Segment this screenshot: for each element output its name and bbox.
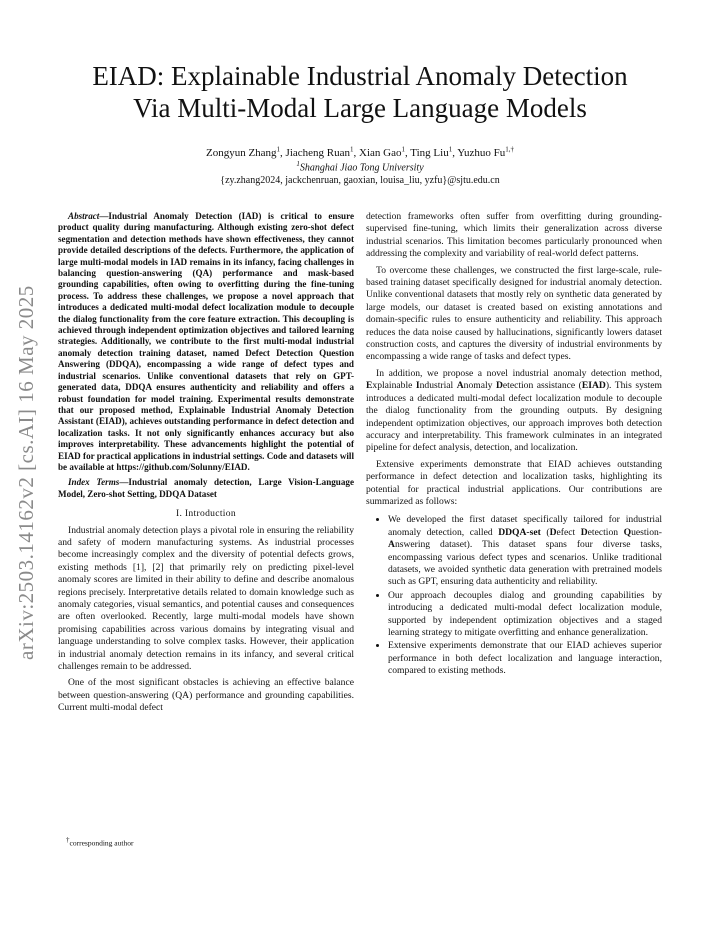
left-column (58, 211, 354, 719)
author: Zongyun Zhang$^1$, (205, 145, 286, 159)
author: Xian Gao$^1$, (359, 145, 411, 159)
paragraph: One of the most significant obstacles is achieving an effective balance between question-answering (QA) performance and grounding capabilities. Current multi-modal defect (58, 677, 354, 714)
author: Ting Liu$^1$, (410, 145, 458, 159)
paper-title (40, 60, 680, 124)
list-item: • Extensive experiments demonstrate that our EIAD achieves superior performance in both defect localization and language interaction, compared to existing methods. (388, 640, 662, 677)
footnote: †corresponding author (66, 836, 134, 848)
author-emails: {zy.zhang2024, jackchenruan, gaoxian, louisa_liu, yzfu}@sjtu.edu.cn (220, 175, 500, 186)
paragraph: Industrial anomaly detection plays a pivotal role in ensuring the reliability and safety of modern manufacturing systems. As industrial processes become increasingly complex and the diversity of potential defects grows, existing methods [1], [2] that primarily rely on predicting pixel-level anomaly scores are limited in their ability to define and describe anomalous regions precisely. Interpretative details related to domain knowledge such as anomaly categories, visual semantics, and potential causes and consequences are often overlooked. Recently, large multi-modal models have shown promising capabilities across various domains by integrating visual and language understanding to solve complex tasks. However, their application in industrial anomaly detection remains in its infancy, and several critical challenges remain to be addressed. (58, 524, 354, 673)
title-line-1: EIAD: Explainable Industrial Anomaly Detection (92, 61, 628, 91)
list-item: • Our approach decouples dialog and grounding capabilities by introducing a dedicated multi-modal defect localization module, supported by independent optimization objectives and a staged learning strategy to mitigate overfitting and enhance generalization. (388, 590, 662, 640)
list-item: • We developed the first dataset specifically tailored for industrial anomaly detection, called DDQA-set (Defect Detection Question-Answering dataset). This dataset spans four diverse tasks, encompassing various defect types and scenarios. Unlike traditional datasets, we avoided synthetic data generation with pretrained models such as GPT, ensuring data authenticity and reliability. (388, 514, 662, 588)
paragraph: detection frameworks often suffer from overfitting during grounding-supervised fine-tuning, which limits their generalization across diverse industrial scenarios. This limitation becomes particularly pronounced when addressing the complexity and variability of real-world defect patterns. (366, 211, 662, 260)
author: Jiacheng Ruan$^1$, (285, 145, 359, 159)
index-terms: Index Terms—Industrial anomaly detection, Large Vision-Language Model, Zero-shot Setting, DDQA Dataset (58, 477, 354, 499)
title-line-2: Via Multi-Modal Large Language Models (133, 93, 587, 123)
paragraph-eiad: In addition, we propose a novel industrial anomaly detection method, Explainable Industrial Anomaly Detection assistance (EIAD). This system introduces a dedicated multi-modal defect localization module to decouple the dialog functionality from the grounding outputs. By designing independent optimization objectives, our approach improves both detection accuracy and interpretability. This framework culminates in an integrated pipeline for defect analysis, detection, and localization. (366, 367, 662, 454)
section-heading-introduction: I. Introduction (176, 508, 236, 520)
paragraph: Extensive experiments demonstrate that EIAD achieves outstanding performance in defect detection and localization tasks, highlighting its potential for practical industrial applications. Our contributions are summarized as follows: (366, 458, 662, 507)
author-list (40, 145, 680, 159)
arxiv-identifier: arXiv:2503.14162v2 [cs.AI] 16 May 2025 (14, 285, 38, 660)
author: Yuzhuo $Fu^{1,\dagger}$ (457, 145, 515, 159)
paragraph: To overcome these challenges, we constructed the first large-scale, rule-based training dataset specifically designed for industrial anomaly detection. Unlike conventional datasets that mostly rely on synthetic data generated by large models, our dataset is created based on existing annotations and domain-specific rules to ensure authenticity and reliability. This approach reduces the data noise caused by hallucinations, significantly lowers dataset construction costs, and captures the diversity of industrial environments by encompassing a wide range of tasks and defect types. (366, 264, 662, 363)
contribution-list (366, 514, 662, 677)
right-column (366, 211, 662, 679)
affiliation: $^1$Shanghai Jiao Tong University (296, 160, 424, 174)
abstract: Abstract—Industrial Anomaly Detection (IAD) is critical to ensure product quality during manufacturing. Although existing zero-shot defect segmentation and detection methods have shown effectiveness, they cannot provide detailed descriptions of the defects. Furthermore, the application of large multi-modal models in IAD remains in its infancy, facing challenges in balancing question-answering (QA) performance and mask-based grounding capabilities, often owing to overfitting during the fine-tuning process. To address these challenges, we propose a novel approach that introduces a dedicated multi-modal defect localization module to decouple the dialog functionality from the core feature extraction. This decoupling is achieved through independent optimization objectives and tailored learning strategies. Additionally, we contribute to the first multi-modal industrial anomaly detection training dataset, named Defect Detection Question Answering (DDQA), encompassing a wide range of defect types and industrial scenarios. Unlike conventional datasets that rely on GPT-generated data, DDQA ensures authenticity and reliability and offers a robust foundation for model training. Experimental results demonstrate that our proposed method, Explainable Industrial Anomaly Detection Assistant (EIAD), achieves outstanding performance in defect detection and localization tasks. It not only significantly enhances accuracy but also improves interpretability. These advancements highlight the potential of EIAD for practical applications in industrial settings. Code and datasets will be available at https://github.com/Solunny/EIAD. (58, 211, 354, 472)
